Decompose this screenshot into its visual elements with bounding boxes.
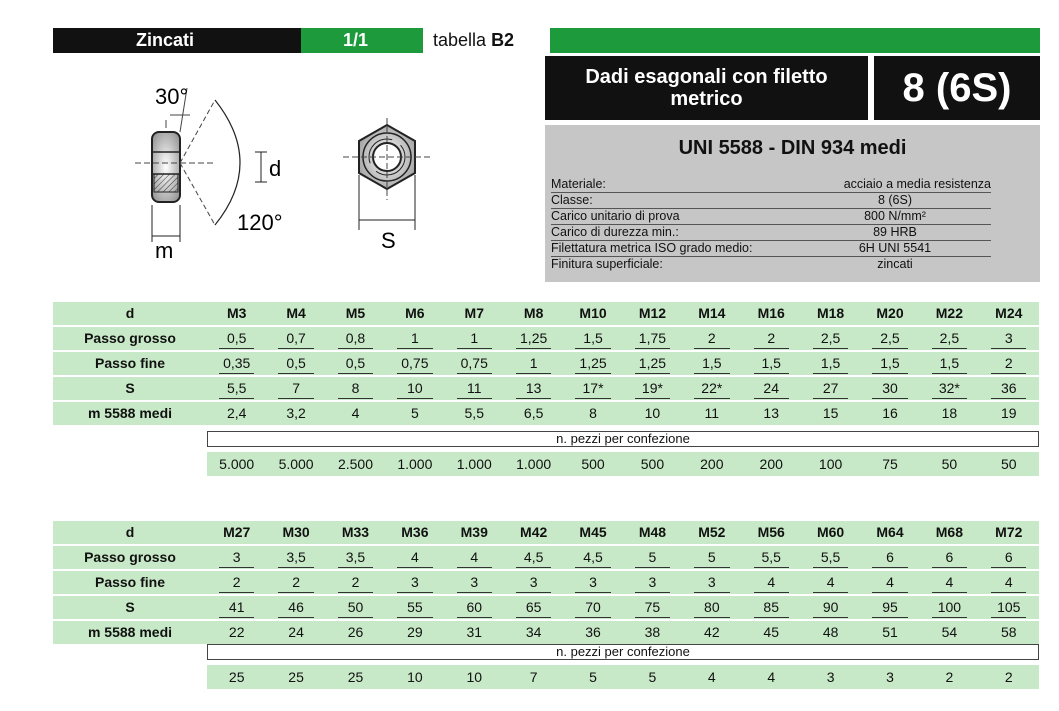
property-key: Carico unitario di prova <box>551 209 680 223</box>
pack-cell: 2 <box>1004 669 1013 685</box>
standard-title: UNI 5588 - DIN 934 medi <box>678 137 907 159</box>
pack-cell: 5.000 <box>219 456 255 472</box>
category-label: Zincati <box>136 30 195 50</box>
cell: 1,25 <box>623 352 682 375</box>
cell: 2,5 <box>860 327 919 350</box>
cell: 31 <box>466 624 483 640</box>
pack-cell: 4 <box>707 669 716 685</box>
pack-cell: 1.000 <box>397 456 433 472</box>
property-row <box>551 177 991 193</box>
table-row <box>53 402 1039 427</box>
cell: 0,75 <box>385 352 444 375</box>
row-label: m 5588 medi <box>87 405 173 421</box>
cell: 11 <box>704 405 720 421</box>
cell: 3 <box>207 546 266 569</box>
pack-cell: 200 <box>700 456 724 472</box>
pack-cell: 1.000 <box>456 456 492 472</box>
property-value: 8 (6S) <box>877 193 913 207</box>
cell: 50 <box>326 596 385 619</box>
cell: 7 <box>266 377 325 400</box>
cell: 1,5 <box>742 352 801 375</box>
pack-cell: 500 <box>581 456 605 472</box>
cell: 1,5 <box>920 352 979 375</box>
cell: 4 <box>801 571 860 594</box>
cell: 5 <box>623 546 682 569</box>
cell: M12 <box>638 305 667 321</box>
cell: 6 <box>979 546 1038 569</box>
cell: M72 <box>995 524 1023 540</box>
cell: 24 <box>742 377 801 400</box>
table-row <box>53 327 1039 352</box>
property-row <box>551 193 991 209</box>
cell: 3 <box>563 571 622 594</box>
cell: M48 <box>638 524 667 540</box>
row-label: d <box>125 305 135 321</box>
cell: 3 <box>385 571 444 594</box>
cell: 1 <box>445 327 504 350</box>
cell: 5,5 <box>207 377 266 400</box>
pack-cell: 3 <box>826 669 835 685</box>
cell: 4 <box>445 546 504 569</box>
row-label: Passo grosso <box>84 549 176 565</box>
table-row <box>53 352 1039 377</box>
cell: M16 <box>757 305 785 321</box>
pack-cell: 75 <box>882 456 898 472</box>
cell: 2 <box>682 327 741 350</box>
cell: 4 <box>385 546 444 569</box>
cell: 34 <box>525 624 542 640</box>
cell: 0,75 <box>445 352 504 375</box>
cell: 80 <box>682 596 741 619</box>
cell: 22* <box>682 377 741 400</box>
size-table-2 <box>53 521 1039 646</box>
cell: 2 <box>742 327 801 350</box>
pack-cell: 50 <box>941 456 958 472</box>
cell: 16 <box>882 405 898 421</box>
cell: 30 <box>860 377 919 400</box>
cell: 8 <box>589 405 597 421</box>
table-row <box>53 521 1039 546</box>
pack-cell: 5.000 <box>278 456 314 472</box>
cell: 0,7 <box>266 327 325 350</box>
cell: M6 <box>405 305 425 321</box>
cell: M7 <box>464 305 484 321</box>
cell: 1,5 <box>682 352 741 375</box>
cell: M10 <box>579 305 607 321</box>
table-row <box>53 596 1039 621</box>
cell: 26 <box>347 624 364 640</box>
cell: 65 <box>504 596 563 619</box>
pack-cell: 2 <box>945 669 954 685</box>
pack-quantity-label: n. pezzi per confezione <box>207 431 1039 447</box>
property-key: Filettatura metrica ISO grado medio: <box>551 241 753 255</box>
cell: M64 <box>876 524 904 540</box>
cell: 54 <box>941 624 958 640</box>
product-title: Dadi esagonali con filetto metrico <box>585 66 828 110</box>
cell: 3,2 <box>286 405 306 421</box>
cell: 4 <box>920 571 979 594</box>
cell: 5,5 <box>801 546 860 569</box>
cell: 13 <box>504 377 563 400</box>
cell: 4 <box>351 405 360 421</box>
cell: 6 <box>920 546 979 569</box>
cell: 3,5 <box>326 546 385 569</box>
cell: 0,5 <box>266 352 325 375</box>
cell: 32* <box>920 377 979 400</box>
row-label: Passo fine <box>94 355 166 371</box>
cell: 90 <box>801 596 860 619</box>
cell: 10 <box>385 377 444 400</box>
cell: 15 <box>822 405 839 421</box>
cell: 24 <box>288 624 304 640</box>
size-table-1 <box>53 302 1039 427</box>
angle-bottom-label: 120° <box>237 210 283 235</box>
table-prefix: tabella <box>433 30 487 50</box>
row-label: S <box>125 599 135 615</box>
page-counter: 1/1 <box>343 30 369 50</box>
cell: M56 <box>757 524 785 540</box>
cell: 0,5 <box>207 327 266 350</box>
property-value: 89 HRB <box>873 225 917 239</box>
pack-quantity-label: n. pezzi per confezione <box>207 644 1039 660</box>
cell: 60 <box>445 596 504 619</box>
property-row <box>551 257 991 272</box>
cell: M18 <box>816 305 845 321</box>
cell: 6 <box>860 546 919 569</box>
property-key: Classe: <box>551 193 593 207</box>
cell: 1,5 <box>860 352 919 375</box>
cell: M39 <box>460 524 488 540</box>
cell: 19* <box>623 377 682 400</box>
table-tag <box>423 28 550 53</box>
pack-cell: 100 <box>818 456 843 472</box>
cell: M36 <box>401 524 429 540</box>
header-band <box>53 28 1040 53</box>
cell: 1,5 <box>563 327 622 350</box>
table-row <box>53 302 1039 327</box>
cell: 5 <box>410 405 419 421</box>
cell: 5 <box>682 546 741 569</box>
cell: 4,5 <box>504 546 563 569</box>
cell: M24 <box>995 305 1023 321</box>
cell: M4 <box>286 305 306 321</box>
spec-panel <box>545 125 1040 282</box>
pack-cell: 10 <box>407 669 423 685</box>
cell: 18 <box>941 405 958 421</box>
cell: 2,5 <box>801 327 860 350</box>
cell: 48 <box>822 624 839 640</box>
cell: 58 <box>1000 624 1017 640</box>
cell: M27 <box>223 524 251 540</box>
cell: 11 <box>445 377 504 400</box>
cell: 0,5 <box>326 352 385 375</box>
cell: 1,25 <box>563 352 622 375</box>
cell: M33 <box>341 524 370 540</box>
class-badge: 8 (6S) <box>874 56 1040 120</box>
cell: 2,5 <box>920 327 979 350</box>
pack-cell: 500 <box>640 456 665 472</box>
cell: 36 <box>979 377 1038 400</box>
property-value: zincati <box>877 257 913 271</box>
row-label: m 5588 medi <box>87 624 173 640</box>
cell: M22 <box>935 305 963 321</box>
pack-quantity-row <box>207 665 1039 689</box>
cell: 41 <box>207 596 266 619</box>
property-key: Materiale: <box>551 177 606 191</box>
hex-nut-drawing <box>115 70 445 270</box>
cell: 70 <box>563 596 622 619</box>
pack-cell: 4 <box>767 669 776 685</box>
cell: 1,5 <box>801 352 860 375</box>
cell: 85 <box>742 596 801 619</box>
cell: 19 <box>1000 405 1017 421</box>
cell: M20 <box>876 305 904 321</box>
table-row <box>53 571 1039 596</box>
pack-cell: 25 <box>228 669 245 685</box>
property-key: Carico di durezza min.: <box>551 225 679 239</box>
angle-top-label: 30° <box>155 84 189 109</box>
cell: M30 <box>282 524 310 540</box>
cell: 46 <box>266 596 325 619</box>
cell: 0,35 <box>207 352 266 375</box>
row-label: d <box>125 524 135 540</box>
cell: 3 <box>623 571 682 594</box>
cell: 4 <box>742 571 801 594</box>
cell: M14 <box>698 305 726 321</box>
pack-cell: 5 <box>589 669 597 685</box>
cell: 3 <box>445 571 504 594</box>
pack-cell: 2.500 <box>337 456 373 472</box>
property-value: 800 N/mm² <box>864 209 926 223</box>
cell: 2 <box>326 571 385 594</box>
cell: 51 <box>882 624 898 640</box>
cell: M68 <box>935 524 963 540</box>
cell: M8 <box>523 305 544 321</box>
cell: 2 <box>266 571 325 594</box>
pack-cell: 5 <box>648 669 657 685</box>
property-value: 6H UNI 5541 <box>858 241 932 255</box>
pack-cell: 3 <box>886 669 894 685</box>
cell: 2 <box>207 571 266 594</box>
cell: 5,5 <box>742 546 801 569</box>
cell: 3,5 <box>266 546 325 569</box>
cell: 27 <box>801 377 860 400</box>
cell: 100 <box>920 596 979 619</box>
cell: 3 <box>979 327 1038 350</box>
cell: 38 <box>644 624 661 640</box>
properties-list <box>551 177 991 272</box>
cell: M3 <box>226 305 247 321</box>
cell: M42 <box>520 524 548 540</box>
cell: 2,4 <box>226 405 247 421</box>
cell: 4,5 <box>563 546 622 569</box>
cell: 2 <box>979 352 1038 375</box>
cell: 29 <box>407 624 423 640</box>
cell: 8 <box>326 377 385 400</box>
property-key: Finitura superficiale: <box>551 257 663 271</box>
cell: 17* <box>563 377 622 400</box>
cell: 0,8 <box>326 327 385 350</box>
cell: 45 <box>763 624 779 640</box>
cell: 5,5 <box>464 405 484 421</box>
cell: 55 <box>385 596 444 619</box>
property-row <box>551 225 991 241</box>
pack-cell: 10 <box>466 669 483 685</box>
cell: 75 <box>623 596 682 619</box>
dimension-s-label: S <box>381 228 396 253</box>
row-label: Passo fine <box>94 574 166 590</box>
cell: 105 <box>979 596 1038 619</box>
dimension-m-label: m <box>155 238 174 263</box>
cell: M5 <box>345 305 366 321</box>
cell: 1,75 <box>623 327 682 350</box>
cell: 1 <box>385 327 444 350</box>
pack-cell: 50 <box>1000 456 1017 472</box>
cell: 3 <box>682 571 741 594</box>
row-label: Passo grosso <box>84 330 176 346</box>
pack-cell: 25 <box>288 669 304 685</box>
cell: 4 <box>979 571 1038 594</box>
cell: M52 <box>698 524 726 540</box>
cell: 6,5 <box>523 405 544 421</box>
dimension-d-label: d <box>269 156 282 181</box>
property-value: acciaio a media resistenza <box>843 177 991 191</box>
property-row <box>551 241 991 257</box>
front-view <box>343 118 433 230</box>
cell: 3 <box>504 571 563 594</box>
cell: 95 <box>860 596 919 619</box>
pack-cell: 1.000 <box>516 456 552 472</box>
cell: 42 <box>704 624 720 640</box>
cell: 10 <box>644 405 661 421</box>
table-row <box>53 621 1039 646</box>
pack-quantity-row <box>207 452 1039 476</box>
product-title-box <box>545 56 868 120</box>
pack-cell: 7 <box>529 669 538 685</box>
table-row <box>53 377 1039 402</box>
cell: 1,25 <box>504 327 563 350</box>
cell: 22 <box>228 624 245 640</box>
row-label: S <box>125 380 135 396</box>
pack-cell: 200 <box>759 456 783 472</box>
property-row <box>551 209 991 225</box>
cell: 13 <box>763 405 779 421</box>
table-row <box>53 546 1039 571</box>
cell: 4 <box>860 571 919 594</box>
pack-cell: 25 <box>347 669 364 685</box>
cell: M45 <box>579 524 607 540</box>
cell: 1 <box>504 352 563 375</box>
cell: M60 <box>816 524 845 540</box>
table-code: B2 <box>491 30 515 50</box>
cell: 36 <box>585 624 601 640</box>
